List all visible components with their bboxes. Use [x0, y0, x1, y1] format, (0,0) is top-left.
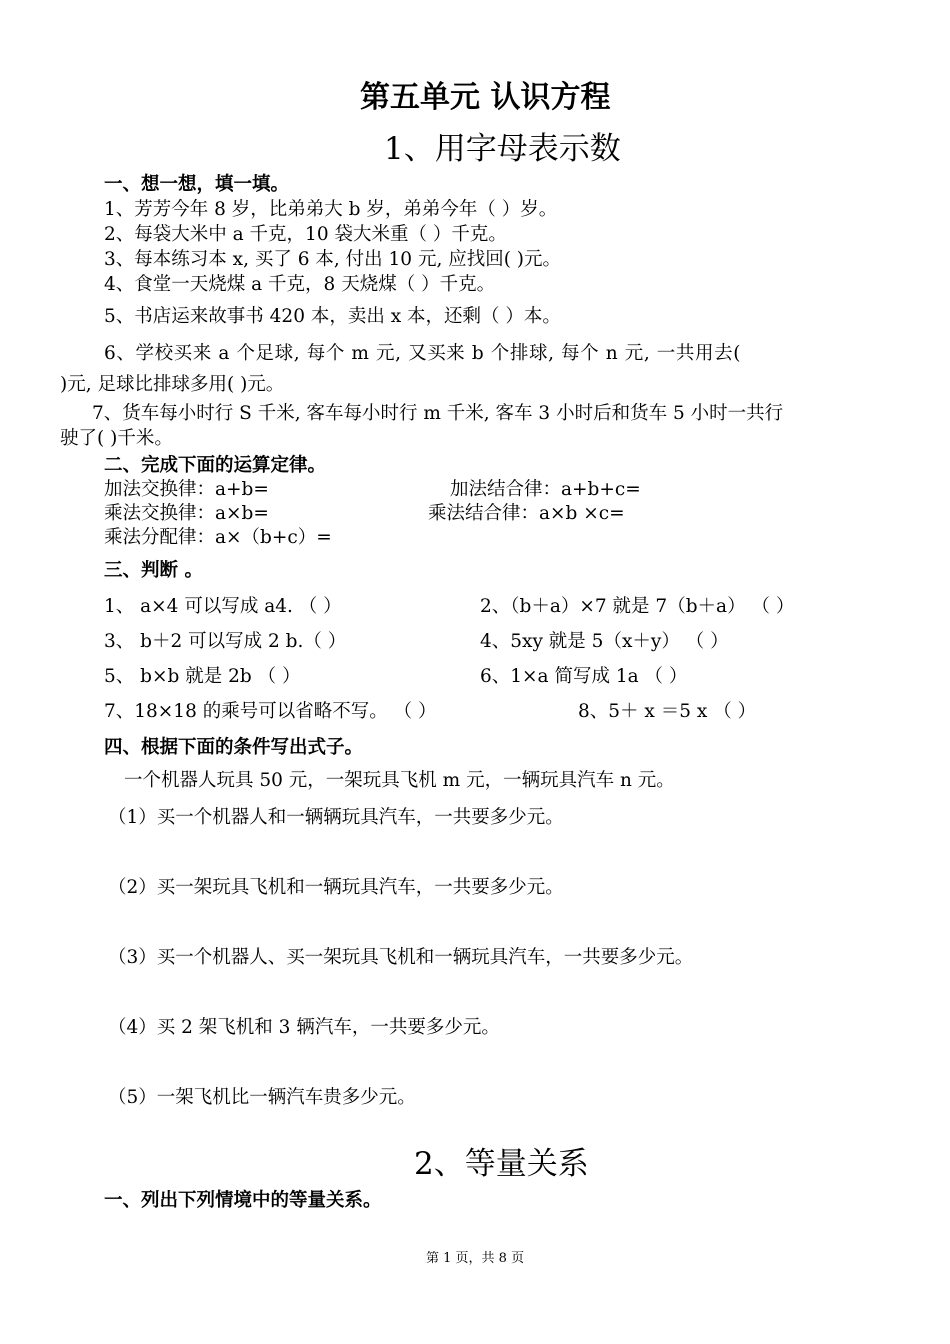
subtitle-2: 2、等量关系: [414, 1146, 589, 1182]
judge-item-4: 4、5xy 就是 5（x＋y） （ ）: [480, 631, 729, 652]
law-multiplication-commutative: 乘法交换律：a×b=: [104, 503, 269, 524]
fill-question-5: 5、书店运来故事书 420 本，卖出 x 本，还剩（ ）本。: [104, 306, 561, 327]
fill-question-7-line1: 7、货车每小时行 S 千米, 客车每小时行 m 千米, 客车 3 小时后和货车 5 小时一共行: [92, 403, 784, 424]
problem-1: （1）买一个机器人和一辆辆玩具汽车，一共要多少元。: [108, 807, 564, 828]
fill-question-7-line2: 驶了( )千米。: [60, 428, 173, 449]
page-footer: 第 1 页，共 8 页: [426, 1251, 525, 1266]
judge-item-3: 3、 b＋2 可以写成 2 b.（ ）: [104, 631, 347, 652]
fill-question-3: 3、每本练习本 x, 买了 6 本, 付出 10 元, 应找回( )元。: [104, 249, 562, 270]
problem-4: （4）买 2 架飞机和 3 辆汽车，一共要多少元。: [108, 1017, 500, 1038]
fill-question-1: 1、芳芳今年 8 岁，比弟弟大 b 岁，弟弟今年（ ）岁。: [104, 199, 558, 220]
fill-question-2: 2、每袋大米中 a 千克，10 袋大米重（ ）千克。: [104, 224, 507, 245]
problem-intro: 一个机器人玩具 50 元，一架玩具飞机 m 元，一辆玩具汽车 n 元。: [124, 770, 675, 791]
page-title: 第五单元 认识方程: [360, 80, 611, 115]
problem-3: （3）买一个机器人、买一架玩具飞机和一辆玩具汽车，一共要多少元。: [108, 947, 694, 968]
judge-item-5: 5、 b×b 就是 2b （ ）: [104, 666, 301, 687]
judge-item-8: 8、5＋ x ＝5 x （ ）: [578, 701, 757, 722]
problem-2: （2）买一架玩具飞机和一辆玩具汽车，一共要多少元。: [108, 877, 564, 898]
judge-item-2: 2、（b＋a）×7 就是 7（b＋a） （ ）: [480, 596, 795, 617]
subtitle-1: 1、用字母表示数: [384, 131, 621, 167]
law-addition-commutative: 加法交换律：a+b=: [104, 479, 269, 500]
section-1-heading: 一、想一想，填一填。: [104, 174, 290, 195]
law-multiplication-associative: 乘法结合律：a×b ×c=: [428, 503, 625, 524]
law-distributive: 乘法分配律：a×（b+c）=: [104, 527, 332, 548]
fill-question-6-line1: 6、学校买来 a 个足球, 每个 m 元, 又买来 b 个排球, 每个 n 元, 一共用去(: [104, 343, 742, 364]
law-addition-associative: 加法结合律：a+b+c=: [450, 479, 641, 500]
section-2-heading: 二、完成下面的运算定律。: [104, 455, 327, 476]
fill-question-4: 4、食堂一天烧煤 a 千克，8 天烧煤（ ）千克。: [104, 274, 496, 295]
judge-item-7: 7、18×18 的乘号可以省略不写。 （ ）: [104, 701, 437, 722]
problem-5: （5）一架飞机比一辆汽车贵多少元。: [108, 1087, 416, 1108]
judge-item-1: 1、 a×4 可以写成 a4. （ ）: [104, 596, 342, 617]
section-4-heading: 四、根据下面的条件写出式子。: [104, 737, 364, 758]
judge-item-6: 6、1×a 简写成 1a （ ）: [480, 666, 688, 687]
section-5-heading: 一、列出下列情境中的等量关系。: [104, 1190, 382, 1211]
section-3-heading: 三、判断 。: [104, 560, 203, 581]
fill-question-6-line2: )元, 足球比排球多用( )元。: [60, 374, 285, 395]
